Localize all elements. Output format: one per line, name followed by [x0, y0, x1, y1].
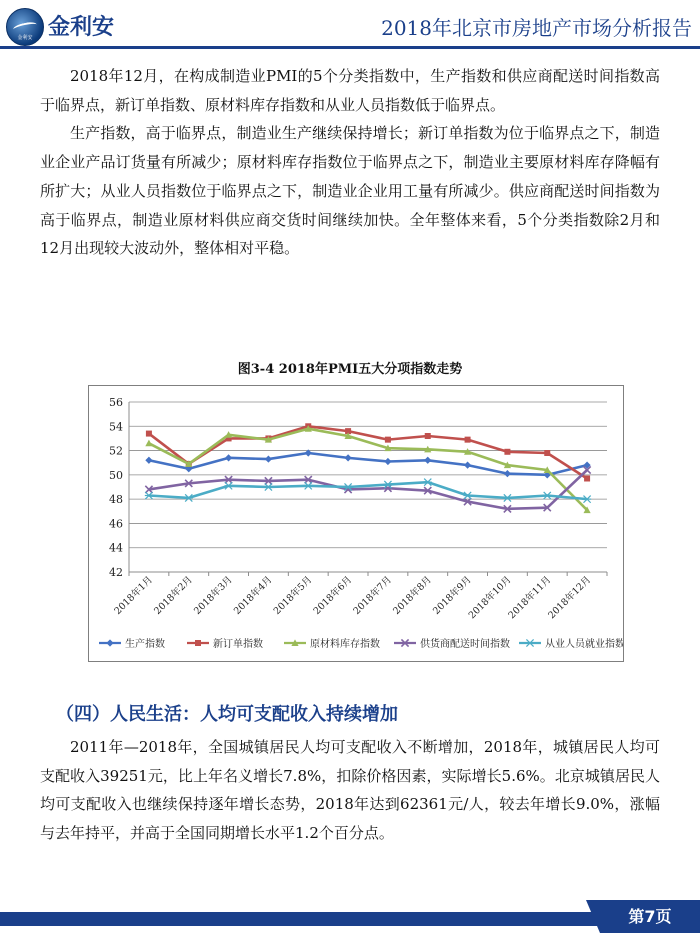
legend-marker	[195, 640, 201, 646]
data-point-s3	[145, 440, 152, 447]
data-point-s1	[504, 470, 511, 477]
page-header	[0, 0, 700, 50]
data-point-s1	[225, 454, 232, 461]
y-tick-label: 42	[109, 566, 123, 579]
page-number: 第7页	[600, 900, 700, 933]
legend-label: 原材料库存指数	[310, 639, 380, 650]
y-tick-label: 48	[109, 493, 123, 507]
x-tick-label: 2018年1月	[112, 574, 156, 617]
series-line-5	[149, 482, 587, 499]
legend-label: 从业人员就业指数	[545, 639, 623, 650]
brand-name: 金利安	[48, 14, 115, 40]
logo-text: 金利安	[17, 35, 33, 41]
x-tick-label: 2018年3月	[192, 574, 235, 617]
data-point-s1	[464, 462, 471, 469]
data-point-s2	[465, 437, 471, 443]
x-tick-label: 2018年8月	[391, 574, 434, 617]
data-point-s2	[504, 449, 510, 455]
legend-label: 生产指数	[125, 639, 165, 650]
footer-bar	[0, 912, 600, 926]
y-tick-label: 54	[109, 420, 123, 434]
body-text	[40, 62, 660, 263]
paragraph-2: 生产指数，高于临界点，制造业生产继续保持增长；新订单指数为位于临界点之下，制造业企业产品订货量有所减少；原材料库存指数位于临界点之下，制造业主要原材料库存降幅有所扩大；从业人员指数位于临界点之下，制造业企业用工量有所减少。供应商配送时间指数为高于临界点，制造业原材料供应商交货时间继续加快。全年整体来看，5个分类指数除2月和12月出现较大波动外，整体相对平稳。	[40, 124, 660, 258]
data-point-s1	[424, 457, 431, 464]
x-tick-label: 2018年10月	[466, 574, 514, 622]
data-point-s2	[584, 476, 590, 482]
x-tick-label: 2018年7月	[351, 574, 395, 617]
paragraph-1: 2018年12月，在构成制造业PMI的5个分类指数中，生产指数和供应商配送时间指数高于临界点，新订单指数、原材料库存指数和从业人员指数低于临界点。	[40, 67, 660, 114]
y-tick-label: 44	[109, 541, 123, 555]
y-tick-label: 56	[109, 396, 123, 409]
data-point-s1	[145, 457, 152, 464]
legend-label: 新订单指数	[213, 639, 263, 650]
series-line-1	[149, 453, 587, 475]
section-heading: （四）人民生活：人均可支配收入持续增加	[56, 704, 398, 725]
x-tick-label: 2018年6月	[311, 574, 355, 617]
series-line-2	[149, 426, 587, 478]
chart-frame	[88, 385, 624, 662]
data-point-s2	[425, 433, 431, 439]
company-logo-icon	[6, 8, 44, 46]
paragraph-3: 2011年—2018年，全国城镇居民人均可支配收入不断增加，2018年，城镇居民人均可支配收入39251元，比上年名义增长7.8%，扣除价格因素，实际增长5.6%。北京城镇居民人均可支配收入也继续保持逐年增长态势，2018年达到62361元/人，较去年增长9.0%，涨幅与去年持平，并高于全国同期增长水平1.2个百分点。	[40, 738, 660, 843]
x-tick-label: 2018年9月	[431, 574, 474, 617]
data-point-s2	[146, 431, 152, 437]
header-divider	[0, 46, 700, 49]
pmi-line-chart	[89, 386, 623, 661]
x-tick-label: 2018年5月	[271, 574, 315, 617]
x-tick-label: 2018年12月	[546, 574, 594, 622]
data-point-s2	[385, 437, 391, 443]
section-body	[40, 733, 660, 848]
y-tick-label: 46	[109, 517, 123, 531]
legend-marker	[106, 639, 113, 646]
legend-label: 供货商配送时间指数	[420, 639, 510, 650]
data-point-s1	[384, 458, 391, 465]
x-tick-label: 2018年2月	[152, 574, 195, 617]
data-point-s2	[544, 450, 550, 456]
report-title: 2018年北京市房地产市场分析报告	[381, 16, 692, 40]
data-point-s1	[265, 455, 272, 462]
figure-caption: 图3-4 2018年PMI五大分项指数走势	[237, 362, 463, 377]
y-tick-label: 50	[109, 468, 123, 482]
y-tick-label: 52	[109, 444, 123, 458]
x-tick-label: 2018年11月	[506, 574, 554, 622]
x-tick-label: 2018年4月	[231, 574, 275, 617]
data-point-s1	[344, 454, 351, 461]
